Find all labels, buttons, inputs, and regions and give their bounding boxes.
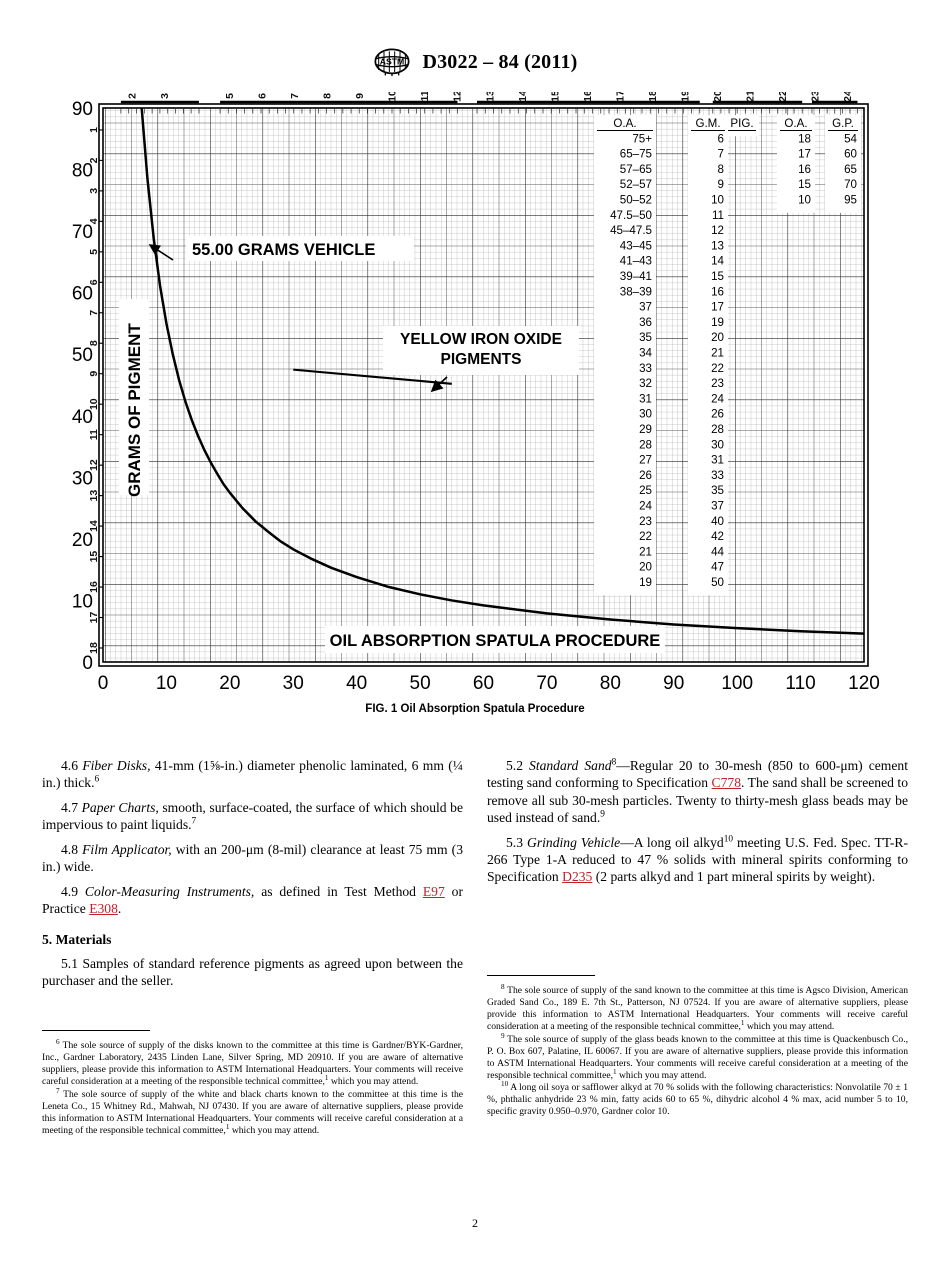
chart-table-cell: 30 — [711, 438, 724, 452]
chart-table-cell: 65–75 — [619, 147, 652, 161]
y-axis-minor-tick-label: 6 — [88, 279, 100, 286]
annotation-bottom-title — [325, 626, 665, 653]
chart-table-cell: 19 — [639, 576, 652, 589]
chart-table-cell: 18 — [798, 132, 811, 146]
para-footnote-ref: 10 — [723, 833, 733, 844]
document-header — [0, 48, 950, 76]
top-axis-tick-label: 10 — [386, 92, 399, 102]
footnote-marker: 9 — [501, 1031, 505, 1040]
y-axis-minor-tick-label: 7 — [88, 309, 100, 316]
footnote-text: The sole source of supply of the sand known to the committee at this time is Agsco Division, American Graded Sand Co., 189 E. 7th St., Patterson, NJ 07524. If you are aware of alternative suppliers, please provide this information to ASTM International Headquarters. Your comments will receive careful consideration at a meeting of the responsible technical committee, — [487, 985, 908, 1033]
chart-table-cell: 52–57 — [619, 178, 652, 192]
y-axis-minor-tick-label: 16 — [88, 581, 100, 593]
x-axis-tick-label: 60 — [472, 673, 495, 694]
chart-table-cell: 28 — [639, 438, 652, 452]
footnote-text: The sole source of supply of the glass beads known to the committee at this time is Quackenbusch Co., P. O. Box 607, Palatine, IL 60067. If you are aware of alternative suppliers, please provide this information to ASTM International Headquarters. Your comments will receive careful consideration at a meeting of the responsible technical committee, — [487, 1033, 908, 1081]
x-axis-tick-label: 30 — [282, 673, 304, 694]
y-axis-minor-tick-label: 5 — [88, 248, 100, 255]
chart-table-oa-left — [594, 115, 656, 595]
chart-table-cell: 22 — [711, 361, 724, 375]
annotation-yellow-line1: YELLOW IRON OXIDE — [400, 331, 562, 348]
chart-table-oa-right — [777, 115, 815, 213]
footnote-marker: 7 — [56, 1086, 60, 1095]
y-axis-tick-label: 20 — [71, 529, 93, 551]
body-column-right — [487, 757, 908, 893]
chart-table-cell: 9 — [717, 178, 724, 192]
para-number: 5.2 — [506, 758, 523, 773]
footnote-inline-ref: 1 — [740, 1018, 745, 1027]
footnote-7 — [42, 1086, 463, 1137]
footnote-9 — [487, 1031, 908, 1082]
para-term: Color-Measuring Instruments, — [84, 884, 255, 899]
paragraph-4-8 — [42, 841, 463, 876]
chart-table-cell: 36 — [639, 315, 652, 329]
para-term: Film Applicator, — [82, 842, 172, 857]
top-axis-tick-label: 2 — [126, 93, 139, 99]
y-axis-minor-tick-label: 1 — [88, 127, 100, 133]
y-axis-minor-tick-label: 17 — [88, 611, 100, 624]
chart-table-cell: 44 — [711, 545, 724, 559]
chart-table-cell: 35 — [639, 331, 652, 345]
chart-table-cell: 21 — [639, 545, 652, 559]
x-axis-tick-label: 110 — [785, 673, 816, 694]
x-axis-tick-label: 80 — [599, 673, 621, 694]
x-axis-tick-label: 100 — [721, 673, 754, 694]
top-axis-tick-label: 18 — [646, 92, 659, 102]
chart-table-header: G.P. — [832, 117, 854, 130]
para-footnote-ref: 9 — [600, 809, 605, 820]
para-term: Paper Charts, — [81, 800, 159, 815]
chart-grid — [103, 108, 864, 662]
chart-table-cell: 38–39 — [619, 285, 652, 299]
top-axis-tick-label: 13 — [484, 92, 497, 102]
top-axis-tick-label: 3 — [159, 93, 172, 99]
x-axis-tick-label: 70 — [536, 673, 558, 694]
chart-table-cell: 70 — [844, 178, 857, 192]
footnote-tail: which you may attend. — [744, 1021, 835, 1033]
chart-table-cell: 6 — [717, 132, 724, 146]
para-number: 5.3 — [506, 834, 523, 850]
svg-text:ASTM: ASTM — [380, 56, 405, 67]
standard-link-c778[interactable]: C778 — [711, 775, 741, 791]
top-axis-tick-label: 22 — [776, 92, 789, 102]
chart-table-cell: 41–43 — [619, 254, 652, 268]
y-axis-tick-label: 0 — [82, 653, 93, 674]
x-axis-tick-label: 50 — [409, 673, 431, 694]
para-text: (2 parts alkyd and 1 part mineral spirits by weight). — [592, 869, 876, 884]
chart-table-cell: 65 — [844, 162, 857, 176]
chart-table-cell: 57–65 — [619, 162, 652, 176]
para-term: Fiber Disks, — [82, 758, 151, 773]
footnote-separator-rule — [42, 1030, 150, 1031]
y-axis-tick-label: 30 — [71, 468, 93, 490]
chart-table-cell: 16 — [711, 285, 724, 299]
chart-table-cell: 14 — [711, 254, 724, 268]
top-axis-tick-label: 6 — [256, 93, 269, 99]
annotation-grams-vehicle — [150, 236, 414, 261]
top-axis-tick-label: 17 — [614, 92, 627, 102]
y-axis-minor-tick-label: 11 — [88, 429, 100, 441]
footnote-tail: which you may attend. — [229, 1124, 320, 1136]
footnote-6 — [42, 1037, 463, 1088]
para-text: —Regular 20 to 30-mesh (850 to 600-μm) cement testing sand conforming to Specification — [487, 758, 908, 791]
paragraph-5-2 — [487, 757, 908, 826]
chart-table-cell: 28 — [711, 423, 724, 436]
y-axis-tick-label: 50 — [71, 345, 93, 367]
chart-table-cell: 47 — [711, 560, 724, 574]
chart-table-cell: 23 — [711, 377, 724, 391]
para-text: . The sand shall be screened to remove all sub 30-mesh particles. Twenty to thirty-mesh glass beads may be used instead of sand. — [487, 775, 909, 825]
chart-table-cell: 16 — [798, 162, 811, 176]
x-axis-tick-label: 20 — [219, 673, 241, 694]
paragraph-4-7 — [42, 799, 463, 834]
para-term: Standard Sand — [529, 758, 612, 773]
y-axis-title-text: GRAMS OF PIGMENT — [125, 323, 144, 497]
y-axis-minor-tick-label: 13 — [88, 489, 100, 502]
chart-table-cell: 75+ — [632, 132, 652, 146]
chart-table-cell: 17 — [711, 300, 724, 314]
chart-table-header: PIG. — [730, 117, 754, 130]
x-axis-tick-label: 40 — [346, 673, 368, 694]
chart-table-cell: 27 — [639, 453, 652, 467]
para-text: . — [117, 901, 122, 917]
paragraph-5-3 — [487, 834, 908, 886]
chart-table-cell: 11 — [711, 208, 724, 222]
top-axis-tick-label: 8 — [321, 93, 334, 99]
chart-table-cell: 33 — [639, 361, 652, 375]
para-footnote-ref: 8 — [611, 757, 617, 768]
para-term: Grinding Vehicle — [527, 834, 621, 850]
chart-table-cell: 26 — [711, 407, 724, 421]
chart-table-pig — [725, 115, 759, 136]
chart-table-cell: 33 — [711, 468, 724, 482]
chart-table-gp — [825, 115, 861, 213]
top-axis-tick-label: 14 — [516, 92, 529, 102]
y-axis-tick-label: 10 — [71, 591, 93, 613]
top-axis-tick-label: 16 — [581, 92, 594, 102]
chart-table-cell: 43–45 — [619, 239, 652, 253]
top-axis-tick-label: 9 — [354, 93, 367, 99]
paragraph-5-1 — [42, 955, 463, 990]
astm-logo-icon — [372, 48, 412, 76]
y-axis-tick-label: 40 — [71, 406, 93, 428]
chart-table-cell: 54 — [844, 132, 857, 146]
chart-table-cell: 40 — [711, 514, 724, 528]
y-axis-tick-label: 90 — [71, 99, 93, 120]
y-axis-tick-label: 60 — [71, 283, 93, 305]
chart-table-gm — [688, 115, 728, 595]
chart-table-cell: 37 — [639, 300, 652, 314]
top-axis-tick-label: 12 — [451, 92, 464, 102]
chart-table-cell: 13 — [711, 239, 724, 253]
top-axis-tick-label: 19 — [679, 92, 692, 102]
chart-table-cell: 12 — [711, 224, 724, 238]
x-axis-tick-label: 10 — [155, 673, 177, 694]
chart-table-cell: 34 — [639, 346, 652, 360]
footnotes-right — [487, 975, 908, 1119]
chart-table-cell: 29 — [639, 423, 652, 436]
figure-oil-absorption-chart — [0, 92, 950, 722]
chart-table-cell: 35 — [711, 484, 724, 498]
top-axis-tick-label: 23 — [809, 92, 822, 102]
para-number: 4.9 — [61, 884, 78, 899]
chart-table-cell: 10 — [798, 193, 811, 207]
chart-table-cell: 19 — [711, 315, 724, 329]
top-axis-tick-label: 7 — [289, 93, 302, 99]
chart-table-cell: 37 — [711, 499, 724, 513]
top-axis-tick-label: 15 — [549, 92, 562, 102]
chart-table-cell: 8 — [717, 162, 724, 176]
annotation-bottom-text: OIL ABSORPTION SPATULA PROCEDURE — [329, 632, 661, 650]
footnote-text: The sole source of supply of the white and black charts known to the committee at this time is the Leneta Co., 15 Whitney Rd., Mahwah, NJ 07430. If you are aware of alternative suppliers, please provide this information to ASTM International Headquarters. Your comments will receive careful consideration at a meeting of the responsible technical committee, — [42, 1088, 463, 1136]
footnote-inline-ref: 1 — [324, 1073, 329, 1082]
chart-table-cell: 17 — [798, 147, 811, 161]
figure-caption: FIG. 1 Oil Absorption Spatula Procedure — [365, 703, 585, 715]
para-text: as defined in Test Method — [254, 884, 423, 899]
footnotes-left — [42, 1030, 463, 1137]
footnote-tail: which you may attend. — [328, 1076, 419, 1088]
chart-table-cell: 24 — [639, 499, 652, 513]
y-axis-tick-label: 80 — [71, 160, 93, 182]
chart-table-cell: 30 — [639, 407, 652, 421]
x-axis-tick-label: 90 — [663, 673, 685, 694]
chart-table-cell: 24 — [711, 392, 724, 406]
para-text: meeting U.S. Fed. Spec. TT-R-266 Type 1-A reduced to 47 % solids with mineral spirits conforming to Specification — [487, 834, 908, 884]
footnote-separator-rule — [487, 975, 595, 976]
footnote-10 — [487, 1082, 908, 1118]
chart-table-cell: 15 — [711, 270, 724, 283]
para-text: smooth, surface-coated, the surface of which should be impervious to paint liquids. — [42, 800, 463, 833]
chart-table-cell: 47.5–50 — [610, 208, 652, 222]
x-axis-tick-label: 120 — [848, 673, 880, 694]
paragraph-4-6 — [42, 757, 463, 792]
para-number: 5.1 — [61, 955, 78, 971]
annotation-yellow-line2: PIGMENTS — [440, 351, 522, 368]
page-number: 2 — [472, 1216, 478, 1230]
chart-table-cell: 20 — [711, 331, 724, 345]
chart-table-cell: 26 — [639, 468, 652, 482]
chart-canvas — [0, 92, 950, 722]
para-text: with an 200-μm (8-mil) clearance at least 75 mm (3 in.) wide. — [42, 842, 463, 875]
chart-table-cell: 45–47.5 — [610, 224, 652, 238]
para-text: Samples of standard reference pigments as agreed upon between the purchaser and the seller. — [42, 955, 463, 988]
chart-table-cell: 32 — [639, 377, 652, 391]
chart-table-cell: 95 — [844, 193, 857, 207]
standard-link-e97[interactable]: E97 — [422, 884, 445, 899]
footnote-inline-ref: 1 — [225, 1122, 230, 1131]
footnote-marker: 6 — [56, 1037, 60, 1046]
chart-table-cell: 25 — [639, 484, 652, 498]
paragraph-4-9 — [42, 883, 463, 918]
chart-table-cell: 42 — [711, 530, 724, 544]
para-text: or Practice — [42, 884, 464, 917]
y-axis-minor-tick-label: 10 — [88, 398, 100, 411]
para-number: 4.6 — [61, 758, 78, 773]
footnote-text: The sole source of supply of the disks known to the committee at this time is Gardner/BYK-Gardner, Inc., Gardner Laboratory, 2435 Linden Lane, Silver Spring, MD 20910. If you are aware of alternative suppliers, please provide this information to ASTM International Headquarters. Your comments will receive careful consideration at a meeting of the responsible technical committee, — [42, 1040, 463, 1088]
footnote-marker: 10 — [501, 1080, 509, 1089]
y-axis-minor-tick-label: 14 — [88, 520, 100, 532]
chart-table-cell: 31 — [639, 392, 652, 406]
footnote-marker: 8 — [501, 982, 505, 991]
para-number: 4.7 — [61, 800, 78, 815]
chart-table-cell: 20 — [639, 560, 652, 574]
footnote-tail: which you may attend. — [616, 1069, 707, 1081]
y-axis-minor-tick-label: 2 — [88, 157, 100, 164]
footnote-inline-ref: 1 — [613, 1067, 617, 1076]
chart-table-cell: 60 — [844, 147, 857, 161]
y-axis-minor-tick-label: 3 — [88, 187, 100, 194]
top-axis-tick-label: 24 — [841, 92, 854, 102]
top-axis-tick-label: 20 — [711, 92, 724, 102]
y-axis-minor-tick-label: 4 — [88, 218, 100, 225]
para-text: 41-mm (1⅝-in.) diameter phenolic laminated, 6 mm (¼ in.) thick. — [42, 758, 463, 791]
standard-link-d235[interactable]: D235 — [562, 869, 593, 884]
standard-link-e308[interactable]: E308 — [89, 901, 118, 917]
annotation-grams-vehicle-text: 55.00 GRAMS VEHICLE — [192, 241, 376, 259]
body-column-left — [42, 757, 463, 997]
para-footnote-ref: 6 — [94, 774, 100, 785]
chart-table-header: O.A. — [784, 117, 808, 130]
para-number: 4.8 — [61, 842, 78, 857]
y-axis-minor-tick-label: 15 — [88, 550, 100, 563]
chart-table-cell: 50–52 — [619, 193, 652, 207]
top-axis-tick-label: 11 — [419, 92, 432, 102]
y-axis-minor-tick-label: 18 — [88, 642, 100, 654]
footnote-8 — [487, 982, 908, 1033]
para-text: —A long oil alkyd — [620, 834, 724, 850]
page-title: D3022 – 84 (2011) — [422, 50, 578, 73]
chart-y-axis-title — [119, 299, 149, 497]
top-axis-tick-label: 21 — [744, 92, 757, 102]
chart-table-cell: 15 — [798, 178, 811, 192]
chart-table-cell: 23 — [639, 514, 652, 528]
x-axis-tick-label: 0 — [97, 673, 109, 694]
y-axis-minor-tick-label: 12 — [88, 459, 100, 471]
chart-table-cell: 21 — [711, 346, 724, 360]
chart-table-cell: 50 — [711, 576, 724, 589]
chart-table-cell: 31 — [711, 453, 724, 467]
chart-table-header: G.M. — [695, 117, 721, 130]
chart-table-header: O.A. — [613, 117, 637, 130]
chart-table-cell: 7 — [717, 147, 724, 161]
top-axis-tick-label: 5 — [224, 93, 237, 99]
y-axis-minor-tick-label: 9 — [88, 370, 100, 377]
footnote-text: A long oil soya or safflower alkyd at 70 % solids with the following characteristics: Nonvolatile 70 ± 1 %, phthalic anhydride 23 % min, fatty acids 60 to 65 %, dihydric alcohol 4 % max, acid number 5 to 10, specific gravity 0.950–0.970, Gardner color 10. — [487, 1082, 908, 1118]
chart-x-axis-labels — [98, 673, 880, 694]
section-heading-5-materials: 5. Materials — [42, 931, 112, 947]
chart-table-cell: 22 — [639, 530, 652, 544]
chart-table-cell: 39–41 — [619, 270, 652, 283]
y-axis-minor-tick-label: 8 — [88, 340, 100, 347]
para-footnote-ref: 7 — [191, 816, 197, 827]
chart-table-cell: 10 — [711, 193, 724, 207]
y-axis-tick-label: 70 — [71, 222, 93, 244]
